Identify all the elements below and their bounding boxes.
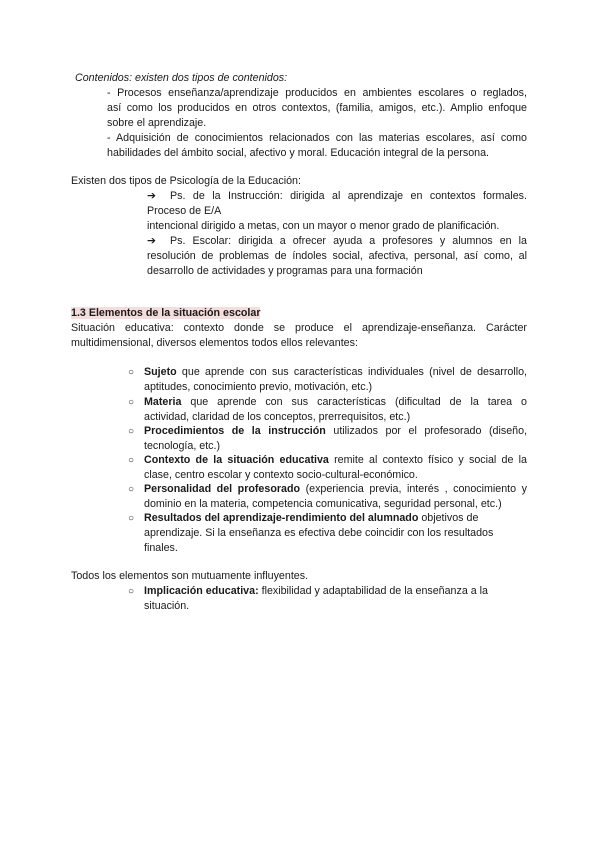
contenidos-item2-line2: habilidades del ámbito social, afectivo y moral. Educación integral de la persona. [107, 147, 489, 159]
sujeto-rest: que aprende con sus características individuales (nivel de desarrollo, [176, 366, 527, 378]
sujeto-bold: Sujeto [144, 366, 177, 378]
section-heading [71, 306, 260, 321]
instruccion-line1: Ps. de la Instrucción: dirigida al aprendizaje en contextos formales. [170, 190, 527, 202]
list-item-procedimientos [144, 424, 527, 439]
list-item-personalidad [144, 482, 527, 497]
contenidos-item1-line1: - Procesos enseñanza/aprendizaje producidos en ambientes escolares o reglados, [107, 87, 527, 99]
section-heading-text: 1.3 Elementos de la situación escolar [71, 307, 261, 319]
personalidad-line2: dominio en la materia, competencia comunicativa, seguridad personal, etc.) [144, 498, 502, 510]
psicologia-intro: Existen dos tipos de Psicología de la Educación: [71, 175, 301, 187]
escolar-line1: Ps. Escolar: dirigida a ofrecer ayuda a profesores y alumnos en la [170, 235, 527, 247]
list-item-contexto [144, 453, 527, 468]
bullet-icon: ○ [128, 367, 135, 378]
instruccion-line2: Proceso de E/A [147, 205, 222, 217]
sujeto-line2: aptitudes, conocimiento previo, motivación, etc.) [144, 381, 373, 393]
resultados-rest: objetivos de [418, 512, 479, 524]
bullet-icon: ○ [128, 586, 135, 597]
procedimientos-rest: utilizados por el profesorado (diseño, [325, 425, 528, 437]
bullet-icon: ○ [128, 513, 135, 524]
implicacion-bold: Implicación educativa: [144, 585, 259, 597]
list-item-sujeto [144, 365, 527, 380]
resultados-line2: aprendizaje. Si la enseñanza es efectiva debe coincidir con los resultados [144, 527, 494, 539]
materia-line2: actividad, claridad de los conceptos, prerrequisitos, etc.) [144, 411, 411, 423]
procedimientos-bold: Procedimientos de la instrucción [144, 425, 326, 437]
instruccion-line3: intencional dirigido a metas, con un mayor o menor grado de planificación. [147, 220, 500, 232]
escolar-line3: desarrollo de actividades y programas para una formación [147, 265, 423, 277]
contenidos-item1-line3: sobre el aprendizaje. [107, 117, 207, 129]
contenidos-item2-line1: - Adquisición de conocimientos relacionados con las materias escolares, así como [107, 132, 527, 144]
escolar-line2: resolución de problemas de índoles social, afectiva, personal, así como, al [147, 250, 527, 262]
personalidad-bold: Personalidad del profesorado [144, 483, 301, 495]
contexto-line2: clase, centro escolar y contexto socio-cultural-económico. [144, 469, 418, 481]
closing-text: Todos los elementos son mutuamente influyentes. [71, 570, 309, 582]
contexto-rest: remite al contexto físico y social de la [328, 454, 527, 466]
contenidos-title: Contenidos: existen dos tipos de contenidos: [75, 72, 288, 84]
contexto-bold: Contexto de la situación educativa [144, 454, 329, 466]
materia-rest: que aprende con sus características (dificultad de la tarea o [181, 396, 527, 408]
arrow-icon: ➔ [147, 235, 156, 247]
resultados-line3: finales. [144, 542, 178, 554]
procedimientos-line2: tecnología, etc.) [144, 440, 221, 452]
resultados-bold: Resultados del aprendizaje-rendimiento del alumnado [144, 512, 419, 524]
bullet-icon: ○ [128, 397, 135, 408]
section-intro-line1: Situación educativa: contexto donde se produce el aprendizaje-enseñanza. Carácter [71, 322, 527, 334]
list-item-implicacion [144, 584, 488, 599]
personalidad-rest: (experiencia previa, interés , conocimiento y [300, 483, 527, 495]
implicacion-line2: situación. [144, 600, 190, 612]
arrow-icon: ➔ [147, 190, 156, 202]
implicacion-rest: flexibilidad y adaptabilidad de la enseñanza a la [258, 585, 488, 597]
bullet-icon: ○ [128, 484, 135, 495]
list-item-materia [144, 395, 527, 410]
materia-bold: Materia [144, 396, 182, 408]
list-item-resultados [144, 511, 478, 526]
section-intro-line2: multidimensional, diversos elementos todos ellos relevantes: [71, 337, 358, 349]
bullet-icon: ○ [128, 455, 135, 466]
contenidos-item1-line2: así como los producidos en otros contextos, (familia, amigos, etc.). Amplio enfoque [107, 102, 527, 114]
bullet-icon: ○ [128, 426, 135, 437]
